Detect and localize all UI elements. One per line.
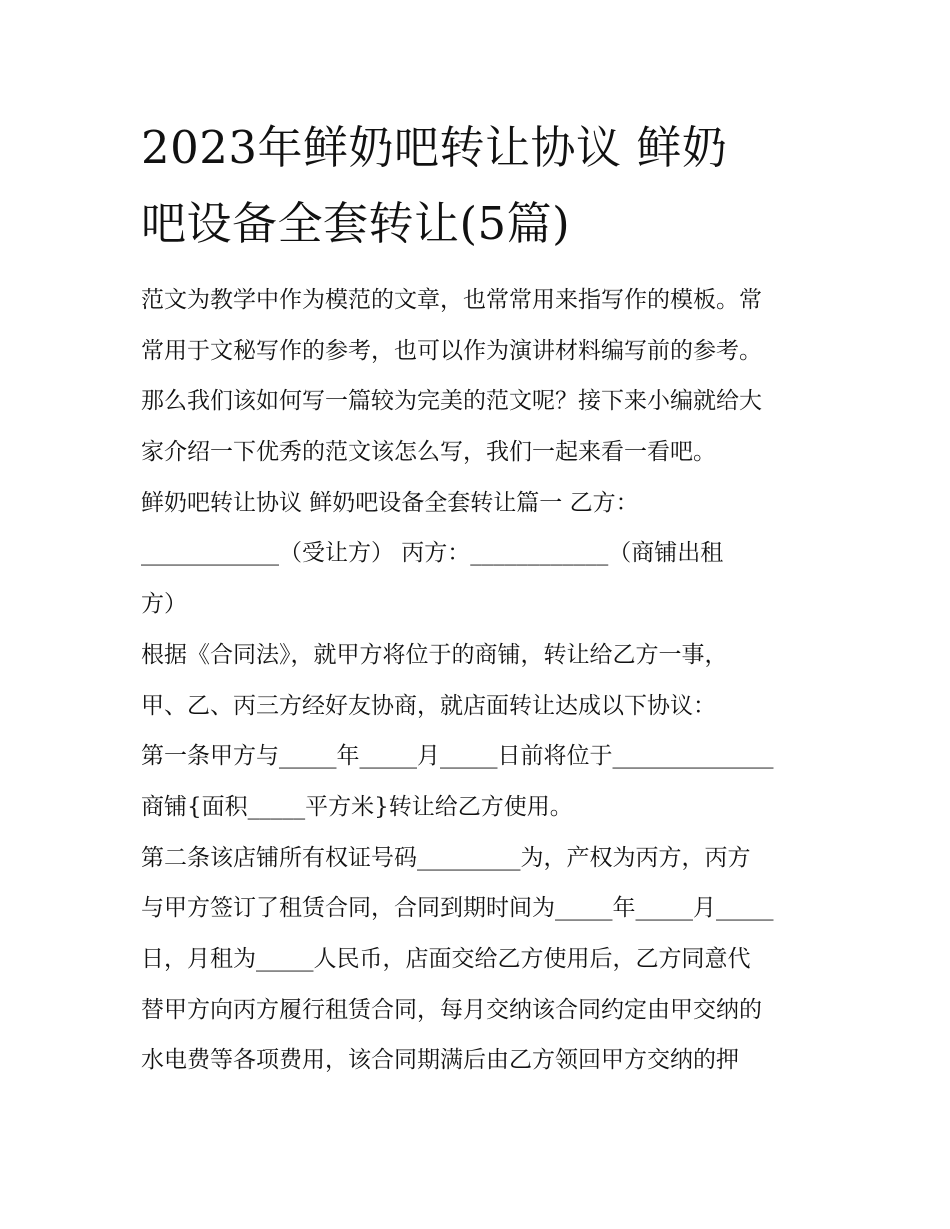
text-line: 第二条该店铺所有权证号码_________为，产权为丙方，丙方 — [141, 844, 751, 871]
text-line: 家介绍一下优秀的范文该怎么写，我们一起来看一看吧。 — [141, 439, 716, 466]
text-line: 常用于文秘写作的参考，也可以作为演讲材料编写前的参考。 — [141, 337, 762, 364]
text-line: 商铺{面积_____平方米}转让给乙方使用。 — [141, 793, 573, 820]
text-line: 日，月租为_____人民币，店面交给乙方使用后，乙方同意代 — [141, 945, 751, 972]
text-line: 那么我们该如何写一篇较为完美的范文呢？接下来小编就给大 — [141, 388, 762, 415]
text-line: 甲、乙、丙三方经好友协商，就店面转让达成以下协议： — [141, 692, 716, 719]
text-line: 方） — [141, 591, 187, 618]
document-title — [141, 110, 821, 262]
text-line: 范文为教学中作为模范的文章，也常常用来指写作的模板。常 — [141, 287, 762, 313]
text-line: 替甲方向丙方履行租赁合同，每月交纳该合同约定由甲交纳的 — [141, 996, 762, 1023]
text-line: 第一条甲方与_____年_____月_____日前将位于______________ — [141, 743, 774, 770]
text-line: 根据《合同法》，就甲方将位于的商铺，转让给乙方一事， — [141, 641, 728, 668]
text-line: 水电费等各项费用，该合同期满后由乙方领回甲方交纳的押 — [141, 1047, 739, 1074]
text-line: ____________（受让方） 丙方：____________（商铺出租 — [141, 540, 724, 567]
title-line-1: 2023年鲜奶吧转让协议 鲜奶 — [141, 121, 728, 174]
text-line: 与甲方签订了租赁合同，合同到期时间为_____年_____月_____ — [141, 895, 774, 922]
title-line-2: 吧设备全套转让(5篇) — [141, 197, 571, 250]
document-body — [141, 275, 831, 1086]
text-line: 鲜奶吧转让协议 鲜奶吧设备全套转让篇一 乙方： — [141, 489, 639, 516]
